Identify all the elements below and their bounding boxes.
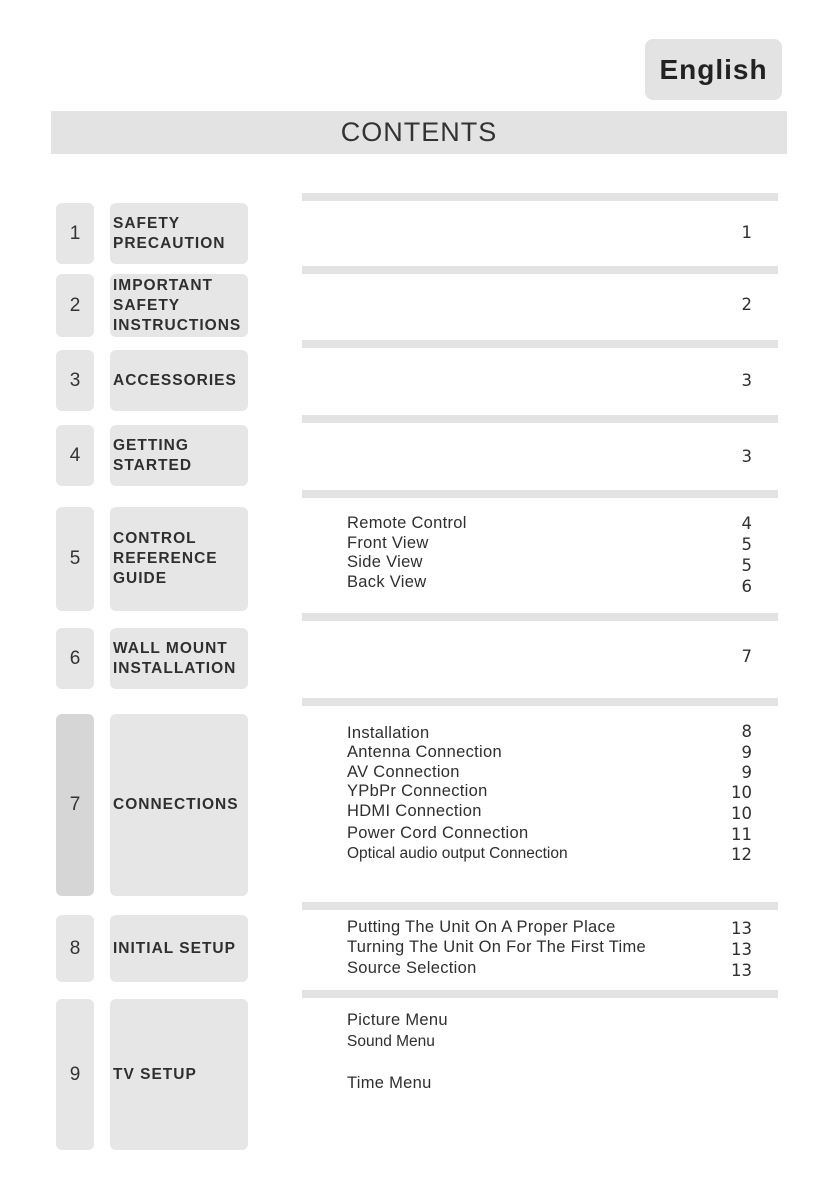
- section-number-7: 7: [56, 714, 94, 896]
- language-badge: English: [645, 39, 782, 100]
- page-number: 5: [741, 535, 752, 554]
- section-divider: [302, 902, 778, 910]
- toc-entry: Power Cord Connection: [347, 824, 529, 842]
- page-number: 4: [741, 514, 752, 533]
- section-divider: [302, 340, 778, 348]
- toc-entry: YPbPr Connection: [347, 782, 488, 800]
- section-label-3: ACCESSORIES: [110, 350, 248, 411]
- page-number: 13: [731, 919, 752, 938]
- page-number: 2: [741, 295, 752, 314]
- toc-entry: Turning The Unit On For The First Time: [347, 938, 647, 956]
- page-number: 12: [731, 845, 752, 864]
- toc-entry: Back View: [347, 573, 427, 591]
- section-number-8: 8: [56, 915, 94, 982]
- section-label-4: GETTING STARTED: [110, 425, 248, 486]
- page-number: 6: [741, 577, 752, 596]
- section-label-7: CONNECTIONS: [110, 714, 248, 896]
- section-number-3: 3: [56, 350, 94, 411]
- toc-entry: HDMI Connection: [347, 802, 482, 820]
- page-number: 9: [741, 763, 752, 782]
- section-divider: [302, 266, 778, 274]
- page-number: 9: [741, 743, 752, 762]
- page-number: 3: [741, 447, 752, 466]
- page-number: 3: [741, 371, 752, 390]
- toc-entry: Putting The Unit On A Proper Place: [347, 918, 616, 936]
- toc-entry: Sound Menu: [347, 1033, 435, 1050]
- section-number-1: 1: [56, 203, 94, 264]
- page-number: 8: [741, 722, 752, 741]
- page-number: 13: [731, 940, 752, 959]
- section-label-6: WALL MOUNT INSTALLATION: [110, 628, 248, 689]
- toc-entry: Installation: [347, 724, 430, 742]
- section-divider: [302, 415, 778, 423]
- section-number-5: 5: [56, 507, 94, 611]
- toc-entry: Side View: [347, 553, 423, 571]
- toc-entry: Remote Control: [347, 514, 467, 532]
- page-number: 7: [741, 647, 752, 666]
- toc-entry: Source Selection: [347, 959, 477, 977]
- toc-entry: AV Connection: [347, 763, 460, 781]
- section-label-9: TV SETUP: [110, 999, 248, 1150]
- toc-entry: Antenna Connection: [347, 743, 502, 761]
- section-label-1: SAFETY PRECAUTION: [110, 203, 248, 264]
- page-number: 11: [731, 825, 752, 844]
- section-number-6: 6: [56, 628, 94, 689]
- page-number: 10: [731, 804, 752, 823]
- page-title: CONTENTS: [51, 111, 787, 154]
- section-divider: [302, 193, 778, 201]
- toc-entry: Optical audio output Connection: [347, 845, 568, 862]
- page-number: 1: [741, 223, 752, 242]
- section-divider: [302, 613, 778, 621]
- section-divider: [302, 990, 778, 998]
- section-divider: [302, 490, 778, 498]
- toc-entry: Front View: [347, 534, 429, 552]
- section-number-2: 2: [56, 274, 94, 337]
- toc-entry: Time Menu: [347, 1074, 432, 1092]
- section-label-2: IMPORTANT SAFETY INSTRUCTIONS: [110, 274, 248, 337]
- section-divider: [302, 698, 778, 706]
- page-number: 13: [731, 961, 752, 980]
- section-label-8: INITIAL SETUP: [110, 915, 248, 982]
- section-number-4: 4: [56, 425, 94, 486]
- section-number-9: 9: [56, 999, 94, 1150]
- page-number: 10: [731, 783, 752, 802]
- page-number: 5: [741, 556, 752, 575]
- toc-entry: Picture Menu: [347, 1011, 448, 1029]
- section-label-5: CONTROL REFERENCE GUIDE: [110, 507, 248, 611]
